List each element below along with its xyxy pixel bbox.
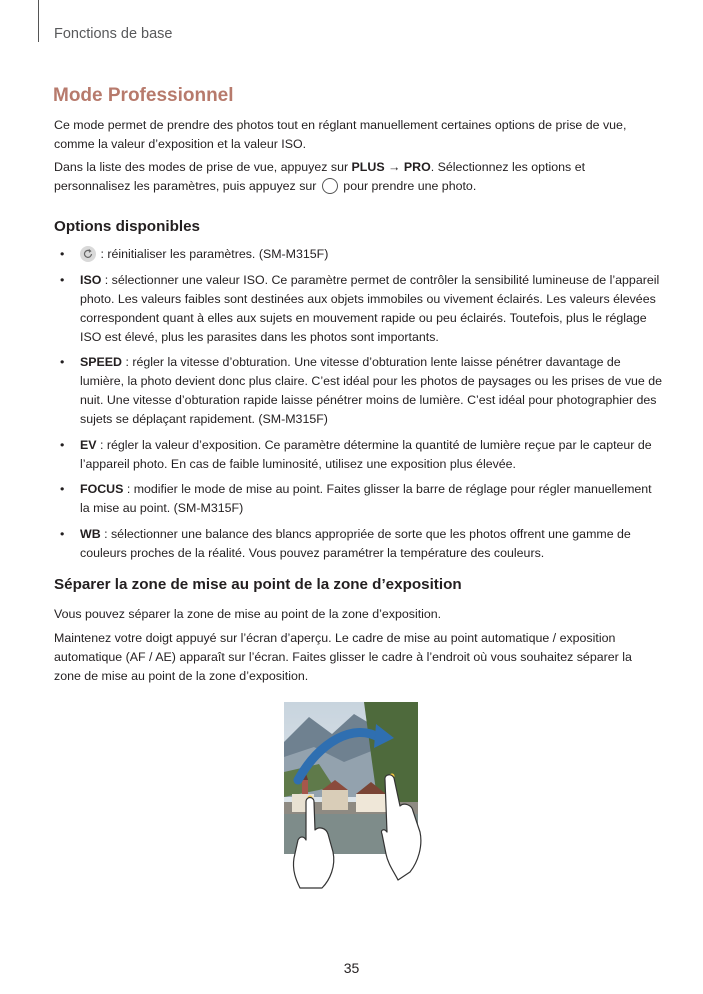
intro-paragraph-1: Ce mode permet de prendre des photos tout en réglant manuellement certaines options de prise de vue, comme la valeur d’exposition et la valeur ISO. — [54, 118, 627, 151]
option-key-speed: SPEED — [80, 355, 123, 369]
list-item-wb — [54, 525, 664, 563]
separate-paragraph-2: Maintenez votre doigt appuyé sur l’écran d’aperçu. Le cadre de mise au point automatique / exposition automatique (AF / AE) apparaît sur l’écran. Faites glisser le cadre à l’endroit où vous souhaitez séparer la zone de mise au point de la zone d’exposition. — [54, 631, 632, 683]
pro-keyword: PRO — [403, 160, 431, 174]
list-item-focus — [54, 480, 664, 518]
list-item-ev — [54, 436, 664, 474]
bullet: • — [60, 526, 65, 541]
option-text-focus: : modifier le mode de mise au point. Faites glisser la barre de réglage pour régler manuellement la mise au point. (SM-M315F) — [80, 482, 652, 515]
bullet: • — [60, 482, 65, 496]
intro-text-end: pour prendre une photo. — [339, 179, 477, 193]
bullet: • — [60, 355, 65, 369]
options-heading: Options disponibles — [54, 218, 200, 235]
page-number: 35 — [343, 960, 360, 976]
section-label: Fonctions de base — [54, 26, 173, 42]
option-key-wb: WB — [80, 526, 101, 541]
option-key-iso: ISO — [80, 272, 102, 287]
separate-paragraph-1: Vous pouvez séparer la zone de mise au point de la zone d’exposition. — [54, 607, 442, 621]
intro-paragraph-2 — [54, 158, 654, 196]
options-list — [54, 245, 664, 569]
list-item-reset — [54, 245, 664, 264]
arrow-text: → — [384, 160, 404, 174]
separate-heading: Séparer la zone de mise au point de la zone d’exposition — [54, 576, 462, 593]
bullet: • — [60, 247, 65, 261]
option-text-wb: : sélectionner une balance des blancs appropriée de sorte que les photos offrent une gamme de couleurs proches de la réalité. Vous pouvez paramétrer la température des couleurs. — [80, 526, 631, 560]
bullet: • — [60, 272, 65, 287]
shutter-button-icon — [322, 178, 338, 194]
intro-text-before: Dans la liste des modes de prise de vue, appuyez sur — [54, 160, 352, 174]
intro-text-after: . Sélectionnez les options et personnalisez les paramètres, puis appuyez sur — [54, 160, 586, 193]
option-key-focus: FOCUS — [80, 482, 124, 496]
bullet: • — [60, 437, 65, 452]
option-text-speed: : régler la vitesse d’obturation. Une vitesse d’obturation lente laisse pénétrer davantage de lumière, la photo devient donc plus claire. C’est idéal pour les photos de paysages ou les prises de vue de nuit. Une vitesse d’obturation rapide laisse pénétrer moins de lumière. C’est idéal pour photographier des sujets se déplaçant rapidement. (SM-M315F) — [80, 355, 663, 426]
focus-drag-illustration — [284, 702, 424, 892]
page-title: Mode Professionnel — [53, 85, 234, 106]
option-text-ev: : régler la valeur d’exposition. Ce paramètre détermine la quantité de lumière reçue par le capteur de l’appareil photo. En cas de faible luminosité, utilisez une exposition plus élevée. — [80, 437, 652, 471]
plus-keyword: PLUS — [351, 160, 385, 174]
reset-icon — [80, 246, 96, 262]
list-item-speed — [54, 353, 664, 429]
header-rule — [38, 0, 39, 42]
option-text-iso: : sélectionner une valeur ISO. Ce paramètre permet de contrôler la sensibilité lumineuse de l’appareil photo. Les valeurs faibles sont destinées aux objets immobiles ou vivement éclairés. Les valeurs élevées correspondent quant à elles aux sujets en mouvement rapide ou peu éclairés. Toutefois, plus le réglage ISO est élevé, plus les parasites dans les photos sont importants. — [80, 272, 660, 344]
reset-description: : réinitialiser les paramètres. (SM-M315F) — [97, 247, 329, 261]
list-item-iso — [54, 271, 664, 347]
option-key-ev: EV — [80, 437, 97, 452]
